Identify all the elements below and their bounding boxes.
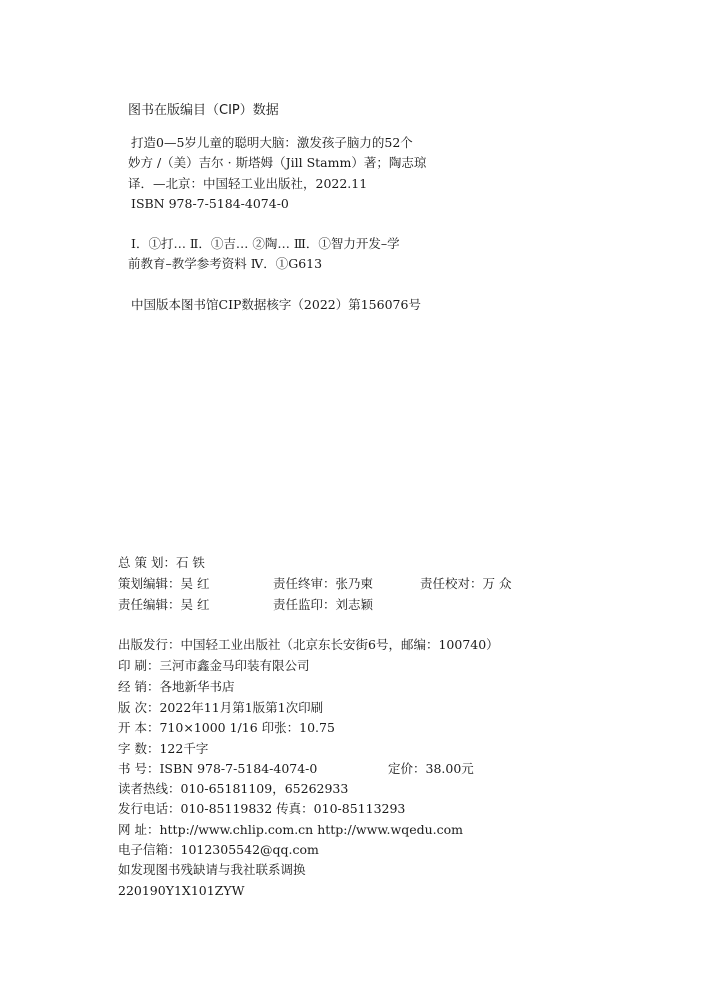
- format: 开 本：710×1000 1/16 印张：10.75: [118, 720, 335, 735]
- print-supervisor: 责任监印：刘志颖: [273, 597, 374, 612]
- price: 定价：38.00元: [388, 761, 474, 776]
- planning-editor: 策划编辑：吴 红: [118, 576, 210, 591]
- print-code: 220190Y1X101ZYW: [118, 883, 245, 898]
- isbn: 书 号：ISBN 978-7-5184-4074-0: [118, 761, 318, 776]
- reader-hotline: 读者热线：010-65181109，65262933: [118, 781, 349, 796]
- edition: 版 次：2022年11月第1版第1次印刷: [118, 700, 324, 715]
- proofreader: 责任校对：万 众: [420, 576, 512, 591]
- email: 电子信箱：1012305542@qq.com: [118, 842, 319, 857]
- word-count: 字 数：122千字: [118, 741, 209, 756]
- cip-title-line: 打造0—5岁儿童的聪明大脑：激发孩子脑力的52个: [131, 135, 413, 150]
- chief-planner: 总 策 划：石 铁: [118, 555, 205, 570]
- cip-title-line: 妙方 /（美）吉尔 · 斯塔姆（Jill Stamm）著；陶志琼: [128, 155, 427, 170]
- website: 网 址：http://www.chlip.com.cn http://www.wqedu.com: [118, 822, 464, 837]
- distributor: 经 销：各地新华书店: [118, 679, 235, 694]
- sales-phone: 发行电话：010-85119832 传真：010-85113293: [118, 801, 406, 816]
- cip-core-number: 中国版本图书馆CIP数据核字（2022）第156076号: [131, 297, 421, 312]
- cip-title-line: 译．—北京：中国轻工业出版社，2022.11: [128, 176, 368, 191]
- cip-heading: 图书在版编目（CIP）数据: [128, 103, 279, 118]
- cip-isbn: ISBN 978-7-5184-4074-0: [131, 196, 289, 211]
- publisher: 出版发行：中国轻工业出版社（北京东长安街6号，邮编：100740）: [118, 637, 499, 652]
- cip-subject-line: 前教育–教学参考资料 Ⅳ．①G613: [128, 256, 323, 271]
- final-reviewer: 责任终审：张乃柬: [273, 576, 374, 591]
- printer: 印 刷：三河市鑫金马印装有限公司: [118, 658, 310, 673]
- responsible-editor: 责任编辑：吴 红: [118, 597, 210, 612]
- notice: 如发现图书残缺请与我社联系调换: [118, 862, 306, 877]
- cip-subject-line: Ⅰ．①打… Ⅱ．①吉… ②陶… Ⅲ．①智力开发–学: [131, 236, 400, 251]
